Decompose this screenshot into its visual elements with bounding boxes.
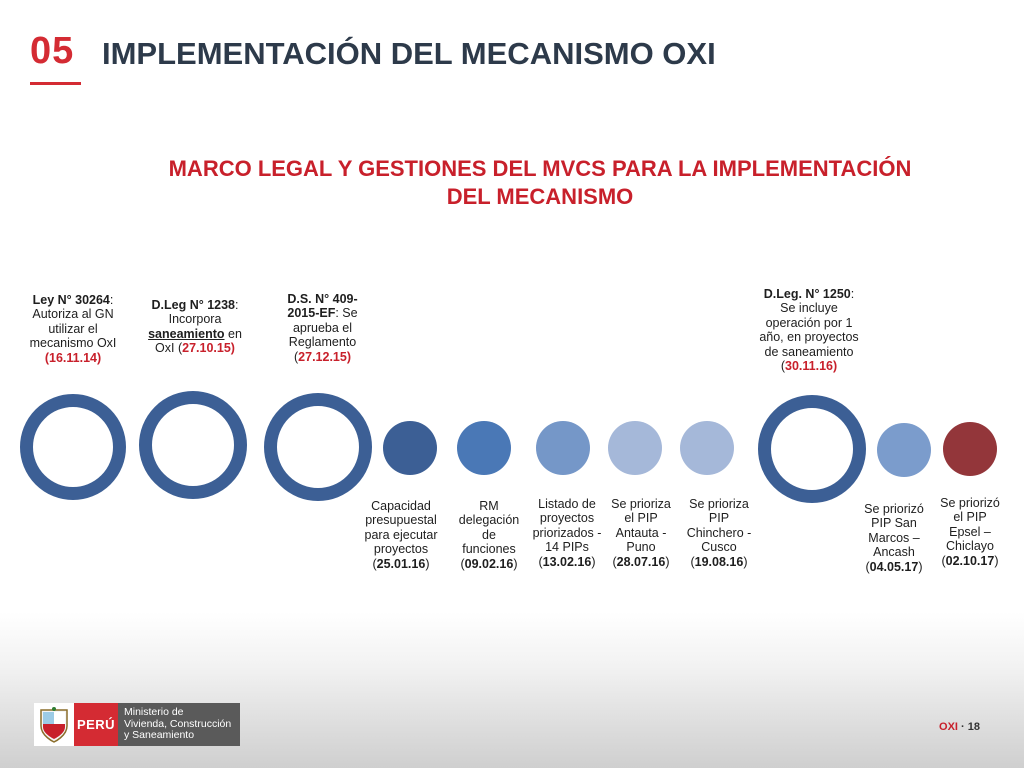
ministry-name bbox=[118, 703, 240, 746]
label-text: ( bbox=[690, 554, 695, 569]
label-text: utilizar el bbox=[48, 321, 98, 336]
label-date: 19.08.16 bbox=[694, 554, 744, 569]
page-number bbox=[939, 721, 980, 733]
label-text: ( bbox=[941, 553, 946, 568]
label-text: ( bbox=[865, 559, 870, 574]
label-text: Marcos – bbox=[868, 530, 920, 545]
milestone-ring-ds409 bbox=[264, 393, 372, 501]
label-text: año, en proyectos bbox=[759, 330, 859, 345]
event-dot-capacidad bbox=[383, 421, 437, 475]
label-date: 25.01.16 bbox=[376, 556, 426, 571]
label-text: de bbox=[482, 527, 496, 542]
label-title: Ley N° 30264 bbox=[32, 293, 110, 307]
label-date: 13.02.16 bbox=[542, 554, 592, 569]
label-text: Antauta - bbox=[615, 525, 667, 540]
label-text: mecanismo OxI bbox=[29, 336, 117, 351]
ministry-line-1: Ministerio de bbox=[124, 706, 184, 718]
label-date: 28.07.16 bbox=[616, 554, 666, 569]
event-dot-epsel bbox=[943, 422, 997, 476]
label-date: (16.11.14) bbox=[44, 350, 102, 365]
label-underlined: saneamiento bbox=[148, 326, 225, 341]
ministry-line-2: Vivienda, Construcción bbox=[124, 717, 232, 730]
label-date: 02.10.17 bbox=[945, 553, 995, 568]
label-text: operación por 1 bbox=[765, 315, 853, 330]
section-number: 05 bbox=[30, 30, 75, 72]
label-text: Se prioriza bbox=[689, 497, 749, 511]
label-text: ) bbox=[425, 556, 430, 571]
label-date: 09.02.16 bbox=[464, 556, 514, 571]
label-date: 30.11.16) bbox=[785, 359, 838, 374]
label-text: Listado de bbox=[538, 497, 596, 511]
label-text: Epsel – bbox=[949, 524, 991, 539]
ministry-logo bbox=[34, 703, 240, 746]
label-text: Cusco bbox=[701, 540, 737, 555]
label-text: Se incluye bbox=[780, 301, 838, 316]
coat-of-arms-icon bbox=[34, 703, 74, 746]
label-text: ) bbox=[591, 554, 596, 569]
label-text: para ejecutar bbox=[364, 527, 438, 542]
label-dleg1238 bbox=[137, 298, 253, 356]
label-sanmarcos bbox=[854, 502, 934, 574]
label-capacidad bbox=[358, 499, 444, 571]
label-text: delegación bbox=[458, 513, 520, 528]
label-text: ) bbox=[665, 554, 670, 569]
label-epsel bbox=[930, 496, 1010, 568]
label-text: de saneamiento bbox=[764, 344, 854, 359]
label-chinchero bbox=[680, 497, 758, 569]
label-text: aprueba el bbox=[292, 320, 353, 335]
label-text: ( bbox=[460, 556, 465, 571]
slide-subtitle bbox=[80, 155, 1000, 211]
label-listado bbox=[526, 497, 608, 569]
label-text: ( bbox=[612, 554, 617, 569]
event-dot-chinchero bbox=[680, 421, 734, 475]
label-title: D.Leg N° 1238 bbox=[151, 298, 236, 312]
label-text: OxI ( bbox=[155, 341, 183, 356]
label-date: 27.12.15) bbox=[298, 349, 351, 364]
milestone-ring-dleg1250 bbox=[758, 395, 866, 503]
peru-badge: PERÚ bbox=[74, 703, 118, 746]
label-text: PIP San bbox=[871, 516, 917, 531]
label-text: ) bbox=[743, 554, 748, 569]
subtitle-line-1: MARCO LEGAL Y GESTIONES DEL MVCS PARA LA IMPLEMENTACIÓN bbox=[168, 156, 912, 181]
label-text: PIP bbox=[708, 511, 730, 526]
label-text: Se priorizó bbox=[940, 496, 1000, 510]
milestone-ring-dleg1238 bbox=[139, 391, 247, 499]
label-date: 04.05.17 bbox=[869, 559, 919, 574]
label-text: presupuestal bbox=[365, 513, 437, 528]
label-text: funciones bbox=[462, 542, 516, 557]
label-text: ) bbox=[918, 559, 923, 574]
event-dot-antauta bbox=[608, 421, 662, 475]
label-text: Se prioriza bbox=[611, 497, 671, 511]
milestone-ring-ley30264 bbox=[20, 394, 126, 500]
label-ds409 bbox=[265, 292, 380, 364]
label-text: ( bbox=[294, 349, 299, 364]
label-text: Capacidad bbox=[371, 499, 431, 513]
label-text: : bbox=[235, 298, 239, 312]
label-title: 2015-EF bbox=[287, 306, 336, 321]
label-text: 14 PIPs bbox=[545, 540, 589, 555]
label-date: 27.10.15) bbox=[182, 341, 235, 356]
page-oxi: OXI bbox=[939, 721, 958, 733]
label-text: priorizados - bbox=[532, 525, 602, 540]
label-text: proyectos bbox=[539, 511, 595, 526]
event-dot-listado bbox=[536, 421, 590, 475]
label-ley30264 bbox=[18, 293, 128, 365]
label-text: RM bbox=[479, 499, 499, 513]
label-text: proyectos bbox=[373, 542, 429, 557]
label-dleg1250 bbox=[745, 287, 873, 373]
label-title: D.Leg. N° 1250 bbox=[763, 287, 851, 301]
label-text: ( bbox=[538, 554, 543, 569]
event-dot-rm bbox=[457, 421, 511, 475]
event-dot-sanmarcos bbox=[877, 423, 931, 477]
label-text: el PIP bbox=[624, 511, 658, 526]
label-text: Se priorizó bbox=[864, 502, 924, 516]
label-text: Reglamento bbox=[288, 335, 357, 350]
page-title: IMPLEMENTACIÓN DEL MECANISMO OXI bbox=[102, 36, 716, 71]
label-text: ) bbox=[513, 556, 518, 571]
section-underline bbox=[30, 82, 81, 85]
label-text: : Se bbox=[335, 306, 358, 321]
label-text: ( bbox=[372, 556, 377, 571]
label-text: : Autoriza al GN bbox=[32, 293, 114, 322]
label-text: Puno bbox=[626, 540, 656, 555]
label-title: D.S. N° 409- bbox=[287, 292, 358, 306]
label-text: : bbox=[850, 287, 855, 301]
label-text: Chinchero - bbox=[686, 525, 752, 540]
label-text: ) bbox=[994, 553, 999, 568]
label-text: Ancash bbox=[873, 545, 915, 560]
ministry-line-3: y Saneamiento bbox=[124, 729, 195, 741]
label-antauta bbox=[604, 497, 678, 569]
label-text: Incorpora bbox=[168, 312, 222, 327]
label-text: ( bbox=[780, 359, 786, 374]
page-num: 18 bbox=[967, 721, 980, 733]
subtitle-line-2: DEL MECANISMO bbox=[446, 184, 634, 209]
page-sep: · bbox=[957, 721, 968, 733]
label-text: Chiclayo bbox=[946, 539, 994, 554]
label-text: en bbox=[224, 326, 242, 341]
label-text: el PIP bbox=[953, 510, 987, 525]
label-rm bbox=[452, 499, 526, 571]
